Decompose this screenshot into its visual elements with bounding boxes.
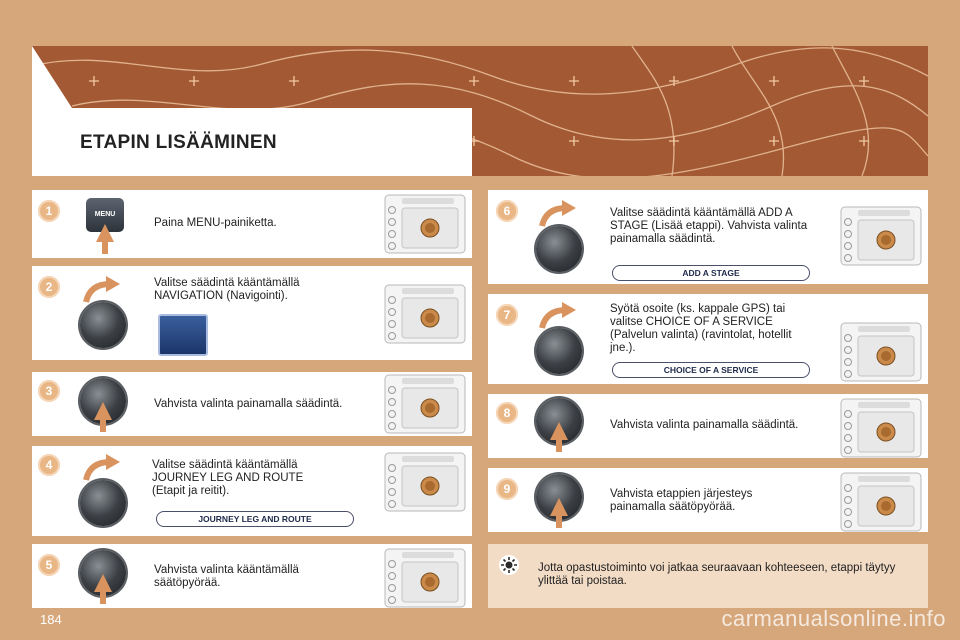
navigation-icon (158, 314, 208, 356)
radio-unit-icon (840, 206, 922, 266)
press-arrow-stem (556, 438, 562, 452)
step-number-7: 7 (496, 304, 518, 326)
control-knob-icon (80, 480, 126, 526)
journey-leg-and-route-button[interactable]: JOURNEY LEG AND ROUTE (156, 511, 354, 527)
press-arrow-stem (100, 418, 106, 432)
step-3-text: Vahvista valinta painamalla säädintä. (154, 398, 343, 410)
choice-of-a-service-button[interactable]: CHOICE OF A SERVICE (612, 362, 810, 378)
radio-unit-icon (384, 284, 466, 344)
menu-button-icon: MENU (86, 198, 124, 232)
watermark: carmanualsonline.info (721, 606, 946, 631)
add-a-stage-button[interactable]: ADD A STAGE (612, 265, 810, 281)
step-4-text: Valitse säädintä kääntämällä JOURNEY LEG AND ROUTE (Etapit ja reitit). (152, 459, 304, 497)
step-number-9: 9 (496, 478, 518, 500)
control-knob-icon (536, 226, 582, 272)
control-knob-icon (536, 328, 582, 374)
step-8-text: Vahvista valinta painamalla säädintä. (610, 419, 799, 431)
radio-unit-icon (384, 452, 466, 512)
step-number-3: 3 (38, 380, 60, 402)
radio-unit-icon (384, 548, 466, 608)
step-number-5: 5 (38, 554, 60, 576)
step-7-text: Syötä osoite (ks. kappale GPS) tai valitse CHOICE OF A SERVICE (Palvelun valinta) (ravintolat, hotellit jne.). (610, 303, 792, 354)
radio-unit-icon (840, 472, 922, 532)
press-arrow-stem (556, 514, 562, 528)
tip-sun-icon (498, 554, 520, 576)
step-6-text: Valitse säädintä kääntämällä ADD A STAGE (Lisää etappi). Vahvista valinta painamalla säädintä. (610, 207, 808, 245)
press-arrow-stem (102, 240, 108, 254)
page-number: 184 (40, 612, 62, 627)
radio-unit-icon (384, 194, 466, 254)
radio-unit-icon (840, 322, 922, 382)
step-5-text: Vahvista valinta kääntämällä säätöpyörää. (154, 564, 299, 589)
step-number-1: 1 (38, 200, 60, 222)
page-title: ETAPIN LISÄÄMINEN (80, 132, 277, 153)
step-number-2: 2 (38, 276, 60, 298)
press-arrow-stem (100, 590, 106, 604)
control-knob-icon (80, 302, 126, 348)
radio-unit-icon (384, 374, 466, 434)
step-1-text: Paina MENU-painiketta. (154, 217, 277, 229)
step-2-text: Valitse säädintä kääntämällä NAVIGATION (Navigointi). (154, 277, 300, 302)
radio-unit-icon (840, 398, 922, 458)
step-number-4: 4 (38, 454, 60, 476)
tip-note-text: Jotta opastustoiminto voi jatkaa seuraavaan kohteeseen, etappi täytyy ylittää tai poistaa. (538, 562, 896, 587)
step-number-6: 6 (496, 200, 518, 222)
step-9-text: Vahvista etappien järjesteys painamalla säätöpyörää. (610, 488, 753, 513)
step-number-8: 8 (496, 402, 518, 424)
